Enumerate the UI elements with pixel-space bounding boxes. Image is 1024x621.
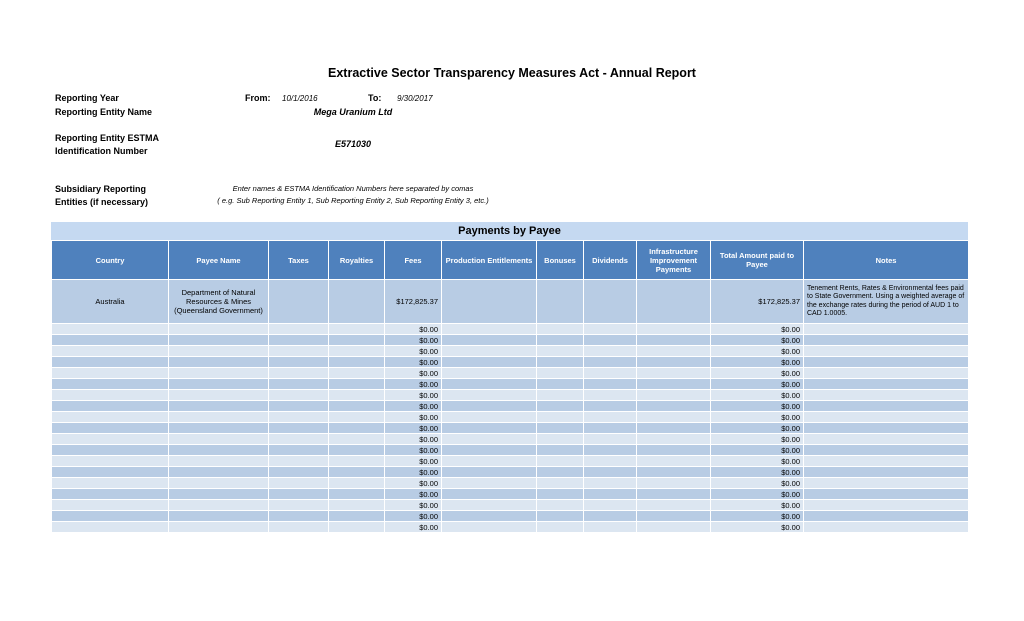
- table-row: [52, 489, 969, 500]
- cell-infrastructure-improvement-payments: [637, 445, 711, 456]
- cell-infrastructure-improvement-payments: [637, 280, 711, 324]
- subsidiary-label-line1: Subsidiary Reporting: [55, 184, 147, 194]
- cell-payee-name: [169, 423, 269, 434]
- cell-production-entitlements: [442, 368, 537, 379]
- cell-royalties: [329, 467, 385, 478]
- cell-fees: $0.00: [385, 412, 442, 423]
- cell-fees: $0.00: [385, 489, 442, 500]
- cell-country: [52, 412, 169, 423]
- cell-production-entitlements: [442, 467, 537, 478]
- cell-fees: $0.00: [385, 390, 442, 401]
- cell-production-entitlements: [442, 500, 537, 511]
- cell-royalties: [329, 401, 385, 412]
- column-header-infrastructure-improvement-payments: Infrastructure Improvement Payments: [637, 241, 711, 280]
- cell-notes: [804, 423, 969, 434]
- cell-infrastructure-improvement-payments: [637, 467, 711, 478]
- table-row: [52, 478, 969, 489]
- subsidiary-hint-line2: ( e.g. Sub Reporting Entity 1, Sub Reporting Entity 2, Sub Reporting Entity 3, etc.): [217, 196, 489, 205]
- cell-notes: Tenement Rents, Rates & Environmental fees paid to State Government. Using a weighted average of the exchange rates during the period of AUD 1 to CAD 1.0005.: [804, 280, 969, 324]
- cell-royalties: [329, 511, 385, 522]
- cell-royalties: [329, 335, 385, 346]
- page-title: Extractive Sector Transparency Measures Act - Annual Report: [328, 66, 696, 80]
- cell-notes: [804, 335, 969, 346]
- cell-notes: [804, 445, 969, 456]
- from-date-value: 10/1/2016: [282, 94, 318, 103]
- cell-bonuses: [537, 357, 584, 368]
- cell-dividends: [584, 478, 637, 489]
- cell-production-entitlements: [442, 357, 537, 368]
- cell-payee-name: [169, 412, 269, 423]
- cell-taxes: [269, 346, 329, 357]
- cell-country: [52, 368, 169, 379]
- cell-total-amount-paid-to-payee: $0.00: [711, 346, 804, 357]
- cell-taxes: [269, 401, 329, 412]
- cell-infrastructure-improvement-payments: [637, 489, 711, 500]
- cell-dividends: [584, 357, 637, 368]
- cell-bonuses: [537, 280, 584, 324]
- cell-production-entitlements: [442, 511, 537, 522]
- cell-total-amount-paid-to-payee: $0.00: [711, 357, 804, 368]
- cell-royalties: [329, 522, 385, 533]
- cell-taxes: [269, 324, 329, 335]
- cell-bonuses: [537, 467, 584, 478]
- cell-infrastructure-improvement-payments: [637, 324, 711, 335]
- cell-infrastructure-improvement-payments: [637, 335, 711, 346]
- table-row: [52, 445, 969, 456]
- cell-bonuses: [537, 511, 584, 522]
- cell-notes: [804, 522, 969, 533]
- cell-fees: $0.00: [385, 456, 442, 467]
- cell-bonuses: [537, 522, 584, 533]
- table-row: [52, 423, 969, 434]
- cell-payee-name: [169, 511, 269, 522]
- cell-taxes: [269, 423, 329, 434]
- cell-royalties: [329, 379, 385, 390]
- cell-royalties: [329, 390, 385, 401]
- cell-fees: $0.00: [385, 522, 442, 533]
- cell-dividends: [584, 500, 637, 511]
- table-row: [52, 335, 969, 346]
- cell-total-amount-paid-to-payee: $0.00: [711, 445, 804, 456]
- cell-royalties: [329, 456, 385, 467]
- to-date-value: 9/30/2017: [397, 94, 433, 103]
- table-row: [52, 401, 969, 412]
- cell-country: [52, 478, 169, 489]
- cell-royalties: [329, 500, 385, 511]
- table-row: [52, 280, 969, 324]
- table-row: [52, 346, 969, 357]
- cell-bonuses: [537, 346, 584, 357]
- cell-payee-name: [169, 357, 269, 368]
- cell-bonuses: [537, 456, 584, 467]
- table-row: [52, 324, 969, 335]
- cell-total-amount-paid-to-payee: $0.00: [711, 335, 804, 346]
- cell-taxes: [269, 456, 329, 467]
- cell-total-amount-paid-to-payee: $0.00: [711, 368, 804, 379]
- cell-production-entitlements: [442, 423, 537, 434]
- cell-notes: [804, 401, 969, 412]
- table-row: [52, 511, 969, 522]
- estma-id-label-line2: Identification Number: [55, 146, 148, 156]
- cell-fees: $0.00: [385, 511, 442, 522]
- cell-total-amount-paid-to-payee: $0.00: [711, 412, 804, 423]
- cell-payee-name: [169, 456, 269, 467]
- cell-notes: [804, 346, 969, 357]
- cell-fees: $0.00: [385, 434, 442, 445]
- cell-taxes: [269, 434, 329, 445]
- cell-production-entitlements: [442, 390, 537, 401]
- cell-production-entitlements: [442, 522, 537, 533]
- cell-production-entitlements: [442, 489, 537, 500]
- cell-notes: [804, 412, 969, 423]
- cell-infrastructure-improvement-payments: [637, 500, 711, 511]
- cell-bonuses: [537, 335, 584, 346]
- cell-production-entitlements: [442, 445, 537, 456]
- cell-bonuses: [537, 434, 584, 445]
- cell-notes: [804, 324, 969, 335]
- cell-infrastructure-improvement-payments: [637, 357, 711, 368]
- cell-total-amount-paid-to-payee: $0.00: [711, 423, 804, 434]
- cell-country: Australia: [52, 280, 169, 324]
- cell-total-amount-paid-to-payee: $172,825.37: [711, 280, 804, 324]
- cell-dividends: [584, 434, 637, 445]
- cell-country: [52, 489, 169, 500]
- cell-infrastructure-improvement-payments: [637, 368, 711, 379]
- header-row: [52, 241, 969, 280]
- cell-taxes: [269, 500, 329, 511]
- table-row: [52, 467, 969, 478]
- cell-country: [52, 467, 169, 478]
- cell-infrastructure-improvement-payments: [637, 346, 711, 357]
- cell-country: [52, 346, 169, 357]
- cell-royalties: [329, 489, 385, 500]
- cell-infrastructure-improvement-payments: [637, 456, 711, 467]
- cell-production-entitlements: [442, 379, 537, 390]
- table-caption: Payments by Payee: [51, 222, 968, 240]
- cell-royalties: [329, 280, 385, 324]
- estma-id-value: E571030: [334, 139, 372, 149]
- cell-notes: [804, 357, 969, 368]
- cell-infrastructure-improvement-payments: [637, 412, 711, 423]
- cell-country: [52, 511, 169, 522]
- payments-table: [51, 240, 969, 533]
- cell-royalties: [329, 357, 385, 368]
- column-header-fees: Fees: [385, 241, 442, 280]
- cell-notes: [804, 489, 969, 500]
- cell-bonuses: [537, 401, 584, 412]
- cell-dividends: [584, 280, 637, 324]
- cell-total-amount-paid-to-payee: $0.00: [711, 401, 804, 412]
- cell-payee-name: [169, 500, 269, 511]
- cell-total-amount-paid-to-payee: $0.00: [711, 489, 804, 500]
- cell-production-entitlements: [442, 456, 537, 467]
- cell-dividends: [584, 368, 637, 379]
- cell-taxes: [269, 522, 329, 533]
- cell-total-amount-paid-to-payee: $0.00: [711, 434, 804, 445]
- cell-dividends: [584, 456, 637, 467]
- table-row: [52, 412, 969, 423]
- cell-notes: [804, 390, 969, 401]
- subsidiary-hint-line1: Enter names & ESTMA Identification Numbers here separated by comas: [232, 184, 474, 193]
- cell-fees: $172,825.37: [385, 280, 442, 324]
- cell-infrastructure-improvement-payments: [637, 379, 711, 390]
- cell-country: [52, 423, 169, 434]
- cell-notes: [804, 478, 969, 489]
- cell-infrastructure-improvement-payments: [637, 522, 711, 533]
- table-row: [52, 379, 969, 390]
- cell-country: [52, 445, 169, 456]
- cell-total-amount-paid-to-payee: $0.00: [711, 390, 804, 401]
- cell-bonuses: [537, 324, 584, 335]
- cell-royalties: [329, 412, 385, 423]
- cell-notes: [804, 456, 969, 467]
- cell-taxes: [269, 280, 329, 324]
- estma-id-label-line1: Reporting Entity ESTMA: [55, 133, 159, 143]
- cell-total-amount-paid-to-payee: $0.00: [711, 500, 804, 511]
- cell-taxes: [269, 511, 329, 522]
- subsidiary-label-line2: Entities (if necessary): [55, 197, 149, 207]
- cell-fees: $0.00: [385, 346, 442, 357]
- cell-infrastructure-improvement-payments: [637, 401, 711, 412]
- cell-fees: $0.00: [385, 423, 442, 434]
- cell-taxes: [269, 357, 329, 368]
- cell-royalties: [329, 346, 385, 357]
- to-label: To:: [368, 93, 382, 103]
- cell-production-entitlements: [442, 346, 537, 357]
- cell-country: [52, 357, 169, 368]
- cell-dividends: [584, 423, 637, 434]
- cell-bonuses: [537, 379, 584, 390]
- table-row: [52, 390, 969, 401]
- cell-payee-name: [169, 324, 269, 335]
- table-row: [52, 368, 969, 379]
- cell-bonuses: [537, 489, 584, 500]
- column-header-payee-name: Payee Name: [169, 241, 269, 280]
- cell-royalties: [329, 478, 385, 489]
- cell-taxes: [269, 489, 329, 500]
- cell-payee-name: [169, 522, 269, 533]
- cell-total-amount-paid-to-payee: $0.00: [711, 522, 804, 533]
- cell-notes: [804, 500, 969, 511]
- cell-fees: $0.00: [385, 379, 442, 390]
- table-body: [52, 280, 969, 533]
- reporting-year-label: Reporting Year: [55, 93, 119, 103]
- column-header-production-entitlements: Production Entitlements: [442, 241, 537, 280]
- column-header-notes: Notes: [804, 241, 969, 280]
- cell-fees: $0.00: [385, 467, 442, 478]
- cell-fees: $0.00: [385, 335, 442, 346]
- cell-country: [52, 500, 169, 511]
- cell-taxes: [269, 379, 329, 390]
- cell-royalties: [329, 368, 385, 379]
- cell-country: [52, 379, 169, 390]
- cell-total-amount-paid-to-payee: $0.00: [711, 467, 804, 478]
- cell-total-amount-paid-to-payee: $0.00: [711, 511, 804, 522]
- column-header-dividends: Dividends: [584, 241, 637, 280]
- cell-dividends: [584, 467, 637, 478]
- cell-infrastructure-improvement-payments: [637, 511, 711, 522]
- cell-payee-name: [169, 467, 269, 478]
- cell-payee-name: [169, 401, 269, 412]
- cell-fees: $0.00: [385, 324, 442, 335]
- cell-infrastructure-improvement-payments: [637, 478, 711, 489]
- cell-bonuses: [537, 445, 584, 456]
- cell-dividends: [584, 335, 637, 346]
- cell-fees: $0.00: [385, 357, 442, 368]
- cell-country: [52, 390, 169, 401]
- cell-taxes: [269, 368, 329, 379]
- cell-total-amount-paid-to-payee: $0.00: [711, 379, 804, 390]
- cell-notes: [804, 368, 969, 379]
- table-row: [52, 522, 969, 533]
- cell-fees: $0.00: [385, 478, 442, 489]
- cell-country: [52, 434, 169, 445]
- table-row: [52, 434, 969, 445]
- cell-production-entitlements: [442, 412, 537, 423]
- cell-taxes: [269, 478, 329, 489]
- cell-infrastructure-improvement-payments: [637, 434, 711, 445]
- cell-payee-name: [169, 434, 269, 445]
- cell-country: [52, 401, 169, 412]
- cell-taxes: [269, 412, 329, 423]
- entity-name-label: Reporting Entity Name: [55, 107, 153, 117]
- cell-dividends: [584, 522, 637, 533]
- cell-royalties: [329, 445, 385, 456]
- cell-payee-name: [169, 390, 269, 401]
- cell-bonuses: [537, 412, 584, 423]
- cell-dividends: [584, 390, 637, 401]
- cell-dividends: [584, 412, 637, 423]
- cell-notes: [804, 511, 969, 522]
- cell-dividends: [584, 379, 637, 390]
- cell-taxes: [269, 445, 329, 456]
- cell-fees: $0.00: [385, 401, 442, 412]
- cell-infrastructure-improvement-payments: [637, 390, 711, 401]
- from-label: From:: [245, 93, 271, 103]
- entity-name-value: Mega Uranium Ltd: [313, 107, 393, 117]
- cell-payee-name: [169, 478, 269, 489]
- column-header-bonuses: Bonuses: [537, 241, 584, 280]
- cell-fees: $0.00: [385, 368, 442, 379]
- cell-payee-name: [169, 489, 269, 500]
- cell-taxes: [269, 335, 329, 346]
- table-row: [52, 357, 969, 368]
- cell-production-entitlements: [442, 434, 537, 445]
- column-header-royalties: Royalties: [329, 241, 385, 280]
- cell-fees: $0.00: [385, 445, 442, 456]
- cell-payee-name: Department of Natural Resources & Mines (Queensland Government): [169, 280, 269, 324]
- cell-dividends: [584, 324, 637, 335]
- cell-payee-name: [169, 368, 269, 379]
- table-row: [52, 456, 969, 467]
- cell-bonuses: [537, 423, 584, 434]
- cell-country: [52, 522, 169, 533]
- cell-taxes: [269, 467, 329, 478]
- cell-total-amount-paid-to-payee: $0.00: [711, 324, 804, 335]
- cell-payee-name: [169, 445, 269, 456]
- table-row: [52, 500, 969, 511]
- cell-royalties: [329, 423, 385, 434]
- cell-notes: [804, 379, 969, 390]
- payments-table-section: [51, 222, 968, 533]
- cell-royalties: [329, 434, 385, 445]
- cell-fees: $0.00: [385, 500, 442, 511]
- cell-payee-name: [169, 346, 269, 357]
- cell-dividends: [584, 511, 637, 522]
- cell-notes: [804, 467, 969, 478]
- cell-bonuses: [537, 368, 584, 379]
- cell-country: [52, 324, 169, 335]
- cell-infrastructure-improvement-payments: [637, 423, 711, 434]
- cell-payee-name: [169, 335, 269, 346]
- cell-country: [52, 335, 169, 346]
- cell-production-entitlements: [442, 335, 537, 346]
- cell-bonuses: [537, 500, 584, 511]
- column-header-total-amount-paid-to-payee: Total Amount paid to Payee: [711, 241, 804, 280]
- cell-dividends: [584, 401, 637, 412]
- cell-payee-name: [169, 379, 269, 390]
- cell-total-amount-paid-to-payee: $0.00: [711, 478, 804, 489]
- column-header-country: Country: [52, 241, 169, 280]
- cell-notes: [804, 434, 969, 445]
- column-header-taxes: Taxes: [269, 241, 329, 280]
- cell-total-amount-paid-to-payee: $0.00: [711, 456, 804, 467]
- cell-bonuses: [537, 478, 584, 489]
- cell-production-entitlements: [442, 478, 537, 489]
- cell-dividends: [584, 346, 637, 357]
- cell-taxes: [269, 390, 329, 401]
- cell-country: [52, 456, 169, 467]
- cell-production-entitlements: [442, 324, 537, 335]
- cell-dividends: [584, 445, 637, 456]
- cell-royalties: [329, 324, 385, 335]
- cell-production-entitlements: [442, 280, 537, 324]
- cell-bonuses: [537, 390, 584, 401]
- cell-production-entitlements: [442, 401, 537, 412]
- cell-dividends: [584, 489, 637, 500]
